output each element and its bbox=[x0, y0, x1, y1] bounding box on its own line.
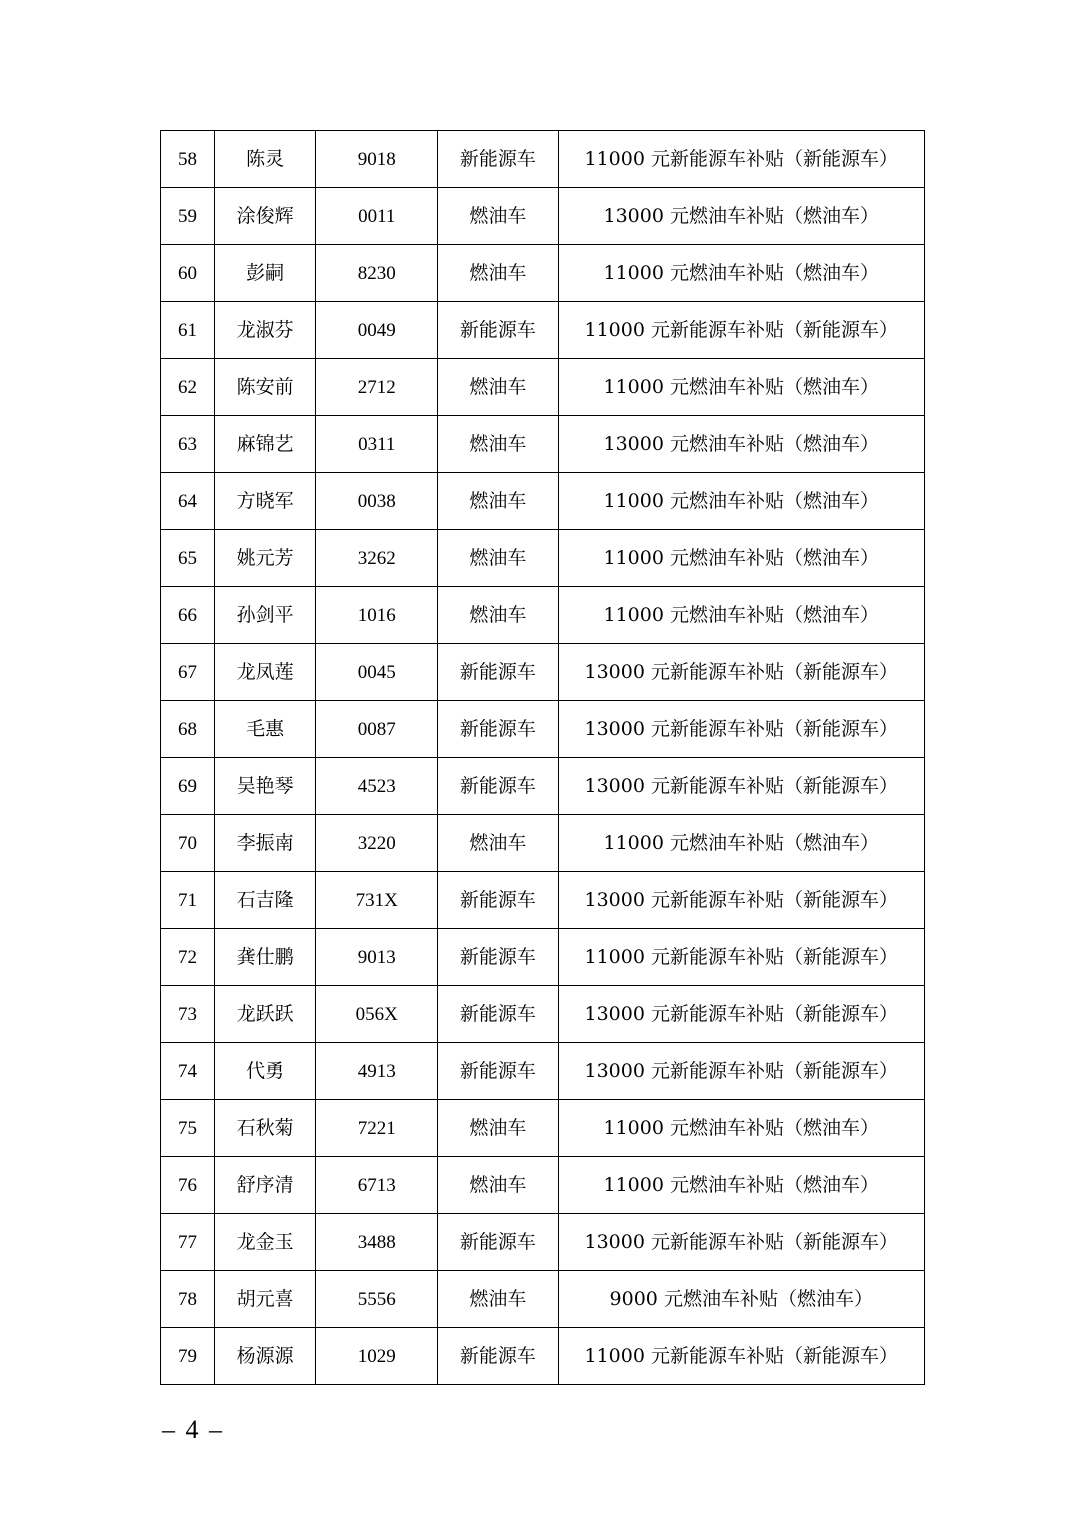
table-row bbox=[161, 188, 925, 245]
table-row bbox=[161, 1214, 925, 1271]
row-name: 石秋菊 bbox=[215, 1100, 316, 1157]
row-subsidy: 11000 元燃油车补贴（燃油车） bbox=[558, 245, 925, 302]
row-index: 78 bbox=[161, 1271, 215, 1328]
row-id-suffix: 9018 bbox=[316, 131, 438, 188]
row-index: 75 bbox=[161, 1100, 215, 1157]
subsidy-table bbox=[160, 130, 925, 1385]
row-vehicle-type: 新能源车 bbox=[438, 986, 558, 1043]
table-row bbox=[161, 1043, 925, 1100]
table-row bbox=[161, 1271, 925, 1328]
row-vehicle-type: 燃油车 bbox=[438, 1100, 558, 1157]
row-index: 58 bbox=[161, 131, 215, 188]
row-subsidy: 11000 元燃油车补贴（燃油车） bbox=[558, 530, 925, 587]
row-index: 67 bbox=[161, 644, 215, 701]
table-row bbox=[161, 416, 925, 473]
row-name: 彭嗣 bbox=[215, 245, 316, 302]
row-vehicle-type: 新能源车 bbox=[438, 1043, 558, 1100]
row-id-suffix: 0087 bbox=[316, 701, 438, 758]
table-row bbox=[161, 1157, 925, 1214]
row-id-suffix: 0049 bbox=[316, 302, 438, 359]
row-vehicle-type: 燃油车 bbox=[438, 1157, 558, 1214]
row-vehicle-type: 新能源车 bbox=[438, 131, 558, 188]
table-row bbox=[161, 587, 925, 644]
row-subsidy: 11000 元新能源车补贴（新能源车） bbox=[558, 929, 925, 986]
row-subsidy: 13000 元新能源车补贴（新能源车） bbox=[558, 701, 925, 758]
row-name: 孙剑平 bbox=[215, 587, 316, 644]
row-name: 龙淑芬 bbox=[215, 302, 316, 359]
table-row bbox=[161, 929, 925, 986]
row-subsidy: 11000 元燃油车补贴（燃油车） bbox=[558, 359, 925, 416]
row-index: 69 bbox=[161, 758, 215, 815]
row-subsidy: 13000 元燃油车补贴（燃油车） bbox=[558, 416, 925, 473]
row-name: 姚元芳 bbox=[215, 530, 316, 587]
row-subsidy: 9000 元燃油车补贴（燃油车） bbox=[558, 1271, 925, 1328]
table-row bbox=[161, 986, 925, 1043]
row-name: 龙凤莲 bbox=[215, 644, 316, 701]
row-vehicle-type: 燃油车 bbox=[438, 245, 558, 302]
row-id-suffix: 4523 bbox=[316, 758, 438, 815]
row-name: 代勇 bbox=[215, 1043, 316, 1100]
row-index: 62 bbox=[161, 359, 215, 416]
row-index: 77 bbox=[161, 1214, 215, 1271]
row-name: 杨源源 bbox=[215, 1328, 316, 1385]
row-vehicle-type: 新能源车 bbox=[438, 1214, 558, 1271]
row-vehicle-type: 新能源车 bbox=[438, 302, 558, 359]
table-row bbox=[161, 359, 925, 416]
row-index: 74 bbox=[161, 1043, 215, 1100]
row-index: 64 bbox=[161, 473, 215, 530]
row-id-suffix: 7221 bbox=[316, 1100, 438, 1157]
row-index: 63 bbox=[161, 416, 215, 473]
row-index: 59 bbox=[161, 188, 215, 245]
row-vehicle-type: 燃油车 bbox=[438, 359, 558, 416]
row-name: 龙跃跃 bbox=[215, 986, 316, 1043]
row-id-suffix: 5556 bbox=[316, 1271, 438, 1328]
page-number: – 4 – bbox=[162, 1415, 224, 1444]
row-id-suffix: 6713 bbox=[316, 1157, 438, 1214]
row-name: 陈安前 bbox=[215, 359, 316, 416]
row-subsidy: 13000 元新能源车补贴（新能源车） bbox=[558, 644, 925, 701]
row-id-suffix: 1029 bbox=[316, 1328, 438, 1385]
row-id-suffix: 3262 bbox=[316, 530, 438, 587]
row-subsidy: 11000 元燃油车补贴（燃油车） bbox=[558, 815, 925, 872]
row-name: 毛惠 bbox=[215, 701, 316, 758]
row-name: 麻锦艺 bbox=[215, 416, 316, 473]
row-subsidy: 11000 元新能源车补贴（新能源车） bbox=[558, 131, 925, 188]
row-id-suffix: 0011 bbox=[316, 188, 438, 245]
row-id-suffix: 056X bbox=[316, 986, 438, 1043]
row-vehicle-type: 燃油车 bbox=[438, 188, 558, 245]
table-row bbox=[161, 758, 925, 815]
row-vehicle-type: 燃油车 bbox=[438, 587, 558, 644]
row-id-suffix: 3488 bbox=[316, 1214, 438, 1271]
row-name: 胡元喜 bbox=[215, 1271, 316, 1328]
row-index: 66 bbox=[161, 587, 215, 644]
row-vehicle-type: 新能源车 bbox=[438, 644, 558, 701]
row-vehicle-type: 新能源车 bbox=[438, 872, 558, 929]
table-row bbox=[161, 530, 925, 587]
table-body bbox=[161, 131, 925, 1385]
row-id-suffix: 8230 bbox=[316, 245, 438, 302]
table-row bbox=[161, 872, 925, 929]
row-id-suffix: 9013 bbox=[316, 929, 438, 986]
row-subsidy: 11000 元燃油车补贴（燃油车） bbox=[558, 473, 925, 530]
row-subsidy: 13000 元新能源车补贴（新能源车） bbox=[558, 986, 925, 1043]
row-subsidy: 13000 元新能源车补贴（新能源车） bbox=[558, 758, 925, 815]
row-id-suffix: 4913 bbox=[316, 1043, 438, 1100]
row-name: 龚仕鹏 bbox=[215, 929, 316, 986]
row-vehicle-type: 燃油车 bbox=[438, 416, 558, 473]
row-name: 陈灵 bbox=[215, 131, 316, 188]
row-index: 79 bbox=[161, 1328, 215, 1385]
row-index: 70 bbox=[161, 815, 215, 872]
row-subsidy: 13000 元新能源车补贴（新能源车） bbox=[558, 872, 925, 929]
row-name: 方晓军 bbox=[215, 473, 316, 530]
row-subsidy: 11000 元新能源车补贴（新能源车） bbox=[558, 302, 925, 359]
row-id-suffix: 3220 bbox=[316, 815, 438, 872]
row-id-suffix: 2712 bbox=[316, 359, 438, 416]
row-name: 吴艳琴 bbox=[215, 758, 316, 815]
table-row bbox=[161, 815, 925, 872]
row-name: 石吉隆 bbox=[215, 872, 316, 929]
row-vehicle-type: 新能源车 bbox=[438, 1328, 558, 1385]
row-subsidy: 11000 元燃油车补贴（燃油车） bbox=[558, 587, 925, 644]
row-vehicle-type: 燃油车 bbox=[438, 530, 558, 587]
row-id-suffix: 731X bbox=[316, 872, 438, 929]
table-row bbox=[161, 1100, 925, 1157]
row-vehicle-type: 燃油车 bbox=[438, 815, 558, 872]
table-row bbox=[161, 302, 925, 359]
row-index: 72 bbox=[161, 929, 215, 986]
row-name: 龙金玉 bbox=[215, 1214, 316, 1271]
row-subsidy: 11000 元燃油车补贴（燃油车） bbox=[558, 1100, 925, 1157]
table-row bbox=[161, 644, 925, 701]
row-vehicle-type: 新能源车 bbox=[438, 758, 558, 815]
row-name: 李振南 bbox=[215, 815, 316, 872]
row-id-suffix: 1016 bbox=[316, 587, 438, 644]
row-index: 68 bbox=[161, 701, 215, 758]
row-subsidy: 11000 元新能源车补贴（新能源车） bbox=[558, 1328, 925, 1385]
row-id-suffix: 0311 bbox=[316, 416, 438, 473]
row-vehicle-type: 燃油车 bbox=[438, 1271, 558, 1328]
row-id-suffix: 0045 bbox=[316, 644, 438, 701]
row-vehicle-type: 新能源车 bbox=[438, 701, 558, 758]
table-row bbox=[161, 473, 925, 530]
row-index: 60 bbox=[161, 245, 215, 302]
row-subsidy: 13000 元新能源车补贴（新能源车） bbox=[558, 1043, 925, 1100]
table-row bbox=[161, 245, 925, 302]
row-name: 涂俊辉 bbox=[215, 188, 316, 245]
table-row bbox=[161, 1328, 925, 1385]
row-id-suffix: 0038 bbox=[316, 473, 438, 530]
row-index: 65 bbox=[161, 530, 215, 587]
row-subsidy: 11000 元燃油车补贴（燃油车） bbox=[558, 1157, 925, 1214]
row-index: 76 bbox=[161, 1157, 215, 1214]
row-name: 舒序清 bbox=[215, 1157, 316, 1214]
table-row bbox=[161, 701, 925, 758]
row-index: 61 bbox=[161, 302, 215, 359]
row-vehicle-type: 新能源车 bbox=[438, 929, 558, 986]
table-row bbox=[161, 131, 925, 188]
row-subsidy: 13000 元燃油车补贴（燃油车） bbox=[558, 188, 925, 245]
row-index: 73 bbox=[161, 986, 215, 1043]
row-vehicle-type: 燃油车 bbox=[438, 473, 558, 530]
row-index: 71 bbox=[161, 872, 215, 929]
row-subsidy: 13000 元新能源车补贴（新能源车） bbox=[558, 1214, 925, 1271]
